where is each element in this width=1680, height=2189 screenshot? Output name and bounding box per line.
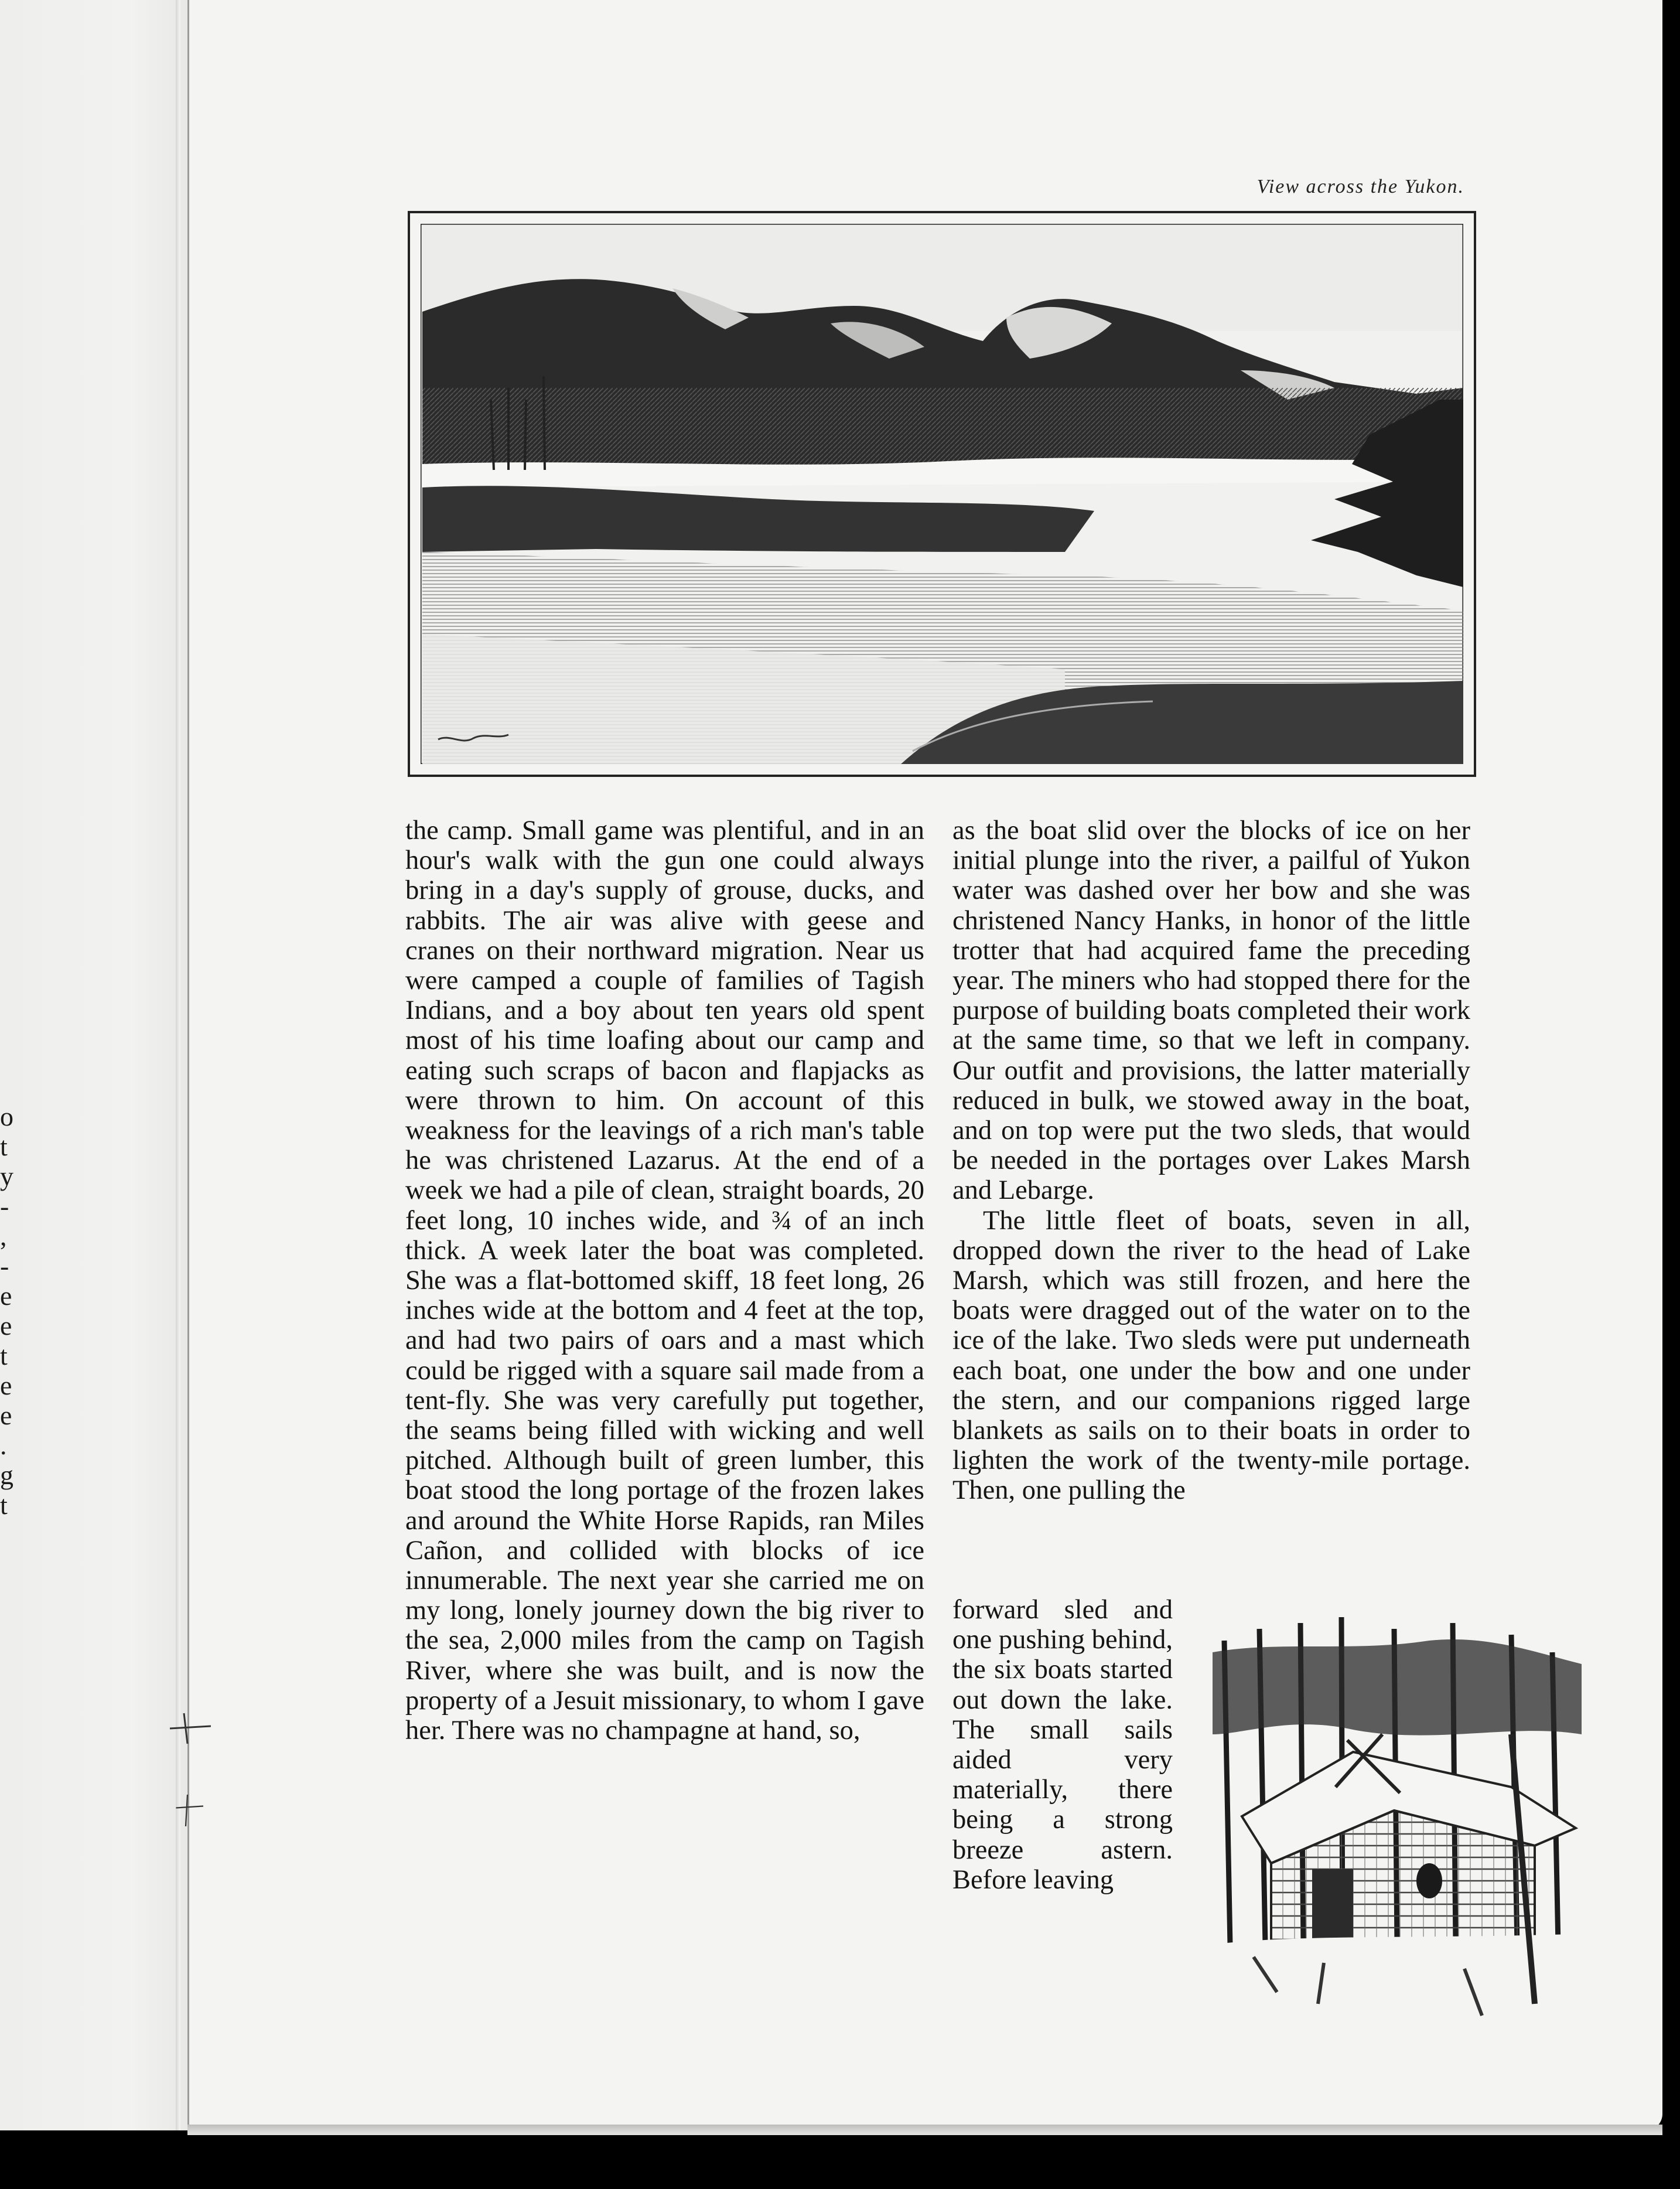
margin-letter: e	[0, 1281, 12, 1311]
log-cabin-illustration-icon	[1207, 1617, 1593, 2039]
margin-letter: -	[0, 1191, 9, 1221]
margin-letter: ,	[0, 1221, 7, 1251]
article-column-narrow	[952, 1595, 1173, 1895]
margin-letter: e	[0, 1400, 12, 1430]
yukon-landscape-icon	[421, 224, 1463, 764]
article-paragraph: forward sled and one pushing behind, the six boats started out down the lake. The small sails aided very materially, there being a strong breeze astern. Before leaving	[952, 1595, 1173, 1895]
margin-letter: o	[0, 1102, 13, 1131]
article-column-right	[952, 816, 1470, 1506]
article-paragraph: the camp. Small game was plentiful, and in an hour's walk with the gun one could always bring in a day's supply of grouse, ducks, and rabbits. The air was alive with geese and cranes on their northward migration. Near us were camped a couple of families of Tagish Indians, and a boy about ten years old spent most of his time loafing about our camp and eating such scraps of bacon and flapjacks as were thrown to him. On account of this weakness for the leavings of a rich man's table he was christened Lazarus. At the end of a week we had a pile of clean, straight boards, 20 feet long, 10 inches wide, and ¾ of an inch thick. A week later the boat was completed. She was a flat-bottomed skiff, 18 feet long, 26 inches wide at the bottom and 4 feet at the top, and had two pairs of oars and a mast which could be rigged with a square sail made from a tent-fly. She was very carefully put together, the seams being filled with wicking and well pitched. Although built of green lumber, this boat stood the long portage of the frozen lakes and around the White Horse Rapids, ran Miles Cañon, and collided with blocks of ice innumerable. The next year she carried me on my long, lonely journey down the big river to the sea, 2,000 miles from the camp on Tagish River, where she was built, and is now the property of a Jesuit missionary, to whom I gave her. There was no champagne at hand, so,	[405, 816, 924, 1746]
margin-letter: t	[0, 1341, 8, 1370]
gutter-pin-mark	[158, 1711, 217, 1746]
margin-letter: e	[0, 1311, 12, 1341]
landscape-illustration	[408, 211, 1476, 777]
page-bottom-edge	[187, 2125, 1662, 2135]
margin-letter: .	[0, 1430, 7, 1460]
article-paragraph: The little fleet of boats, seven in all, dropped down the river to the head of Lake Marsh, which was still frozen, and here the boats were dragged out of the water on to the ice of the lake. Two sleds were put underneath each boat, one under the bow and one under the stern, and our companions rigged large blankets as sails on to their boats in order to lighten the work of the twenty-mile portage. Then, one pulling the	[952, 1205, 1470, 1506]
article-column-left	[405, 816, 924, 1745]
margin-letter: t	[0, 1490, 8, 1520]
illustration-caption: View across the Yukon.	[1256, 176, 1464, 197]
gutter-pin-mark	[158, 1793, 217, 1828]
margin-letter: y	[0, 1161, 13, 1191]
margin-letter: -	[0, 1251, 9, 1281]
article-paragraph: as the boat slid over the blocks of ice on her initial plunge into the river, a pailful of Yukon water was dashed over her bow and she was christened Nancy Hanks, in honor of the little trotter that had acquired fame the preceding year. The miners who had stopped there for the purpose of building boats completed their work at the same time, so that we left in company. Our outfit and provisions, the latter materially reduced in bulk, we stowed away in the boat, and on top were put the two sleds, that would be needed in the portages over Lakes Marsh and Lebarge.	[952, 816, 1470, 1206]
margin-letter: g	[0, 1460, 13, 1490]
facing-page-fragments	[0, 1102, 15, 1520]
margin-letter: t	[0, 1131, 8, 1161]
margin-letter: e	[0, 1370, 12, 1400]
